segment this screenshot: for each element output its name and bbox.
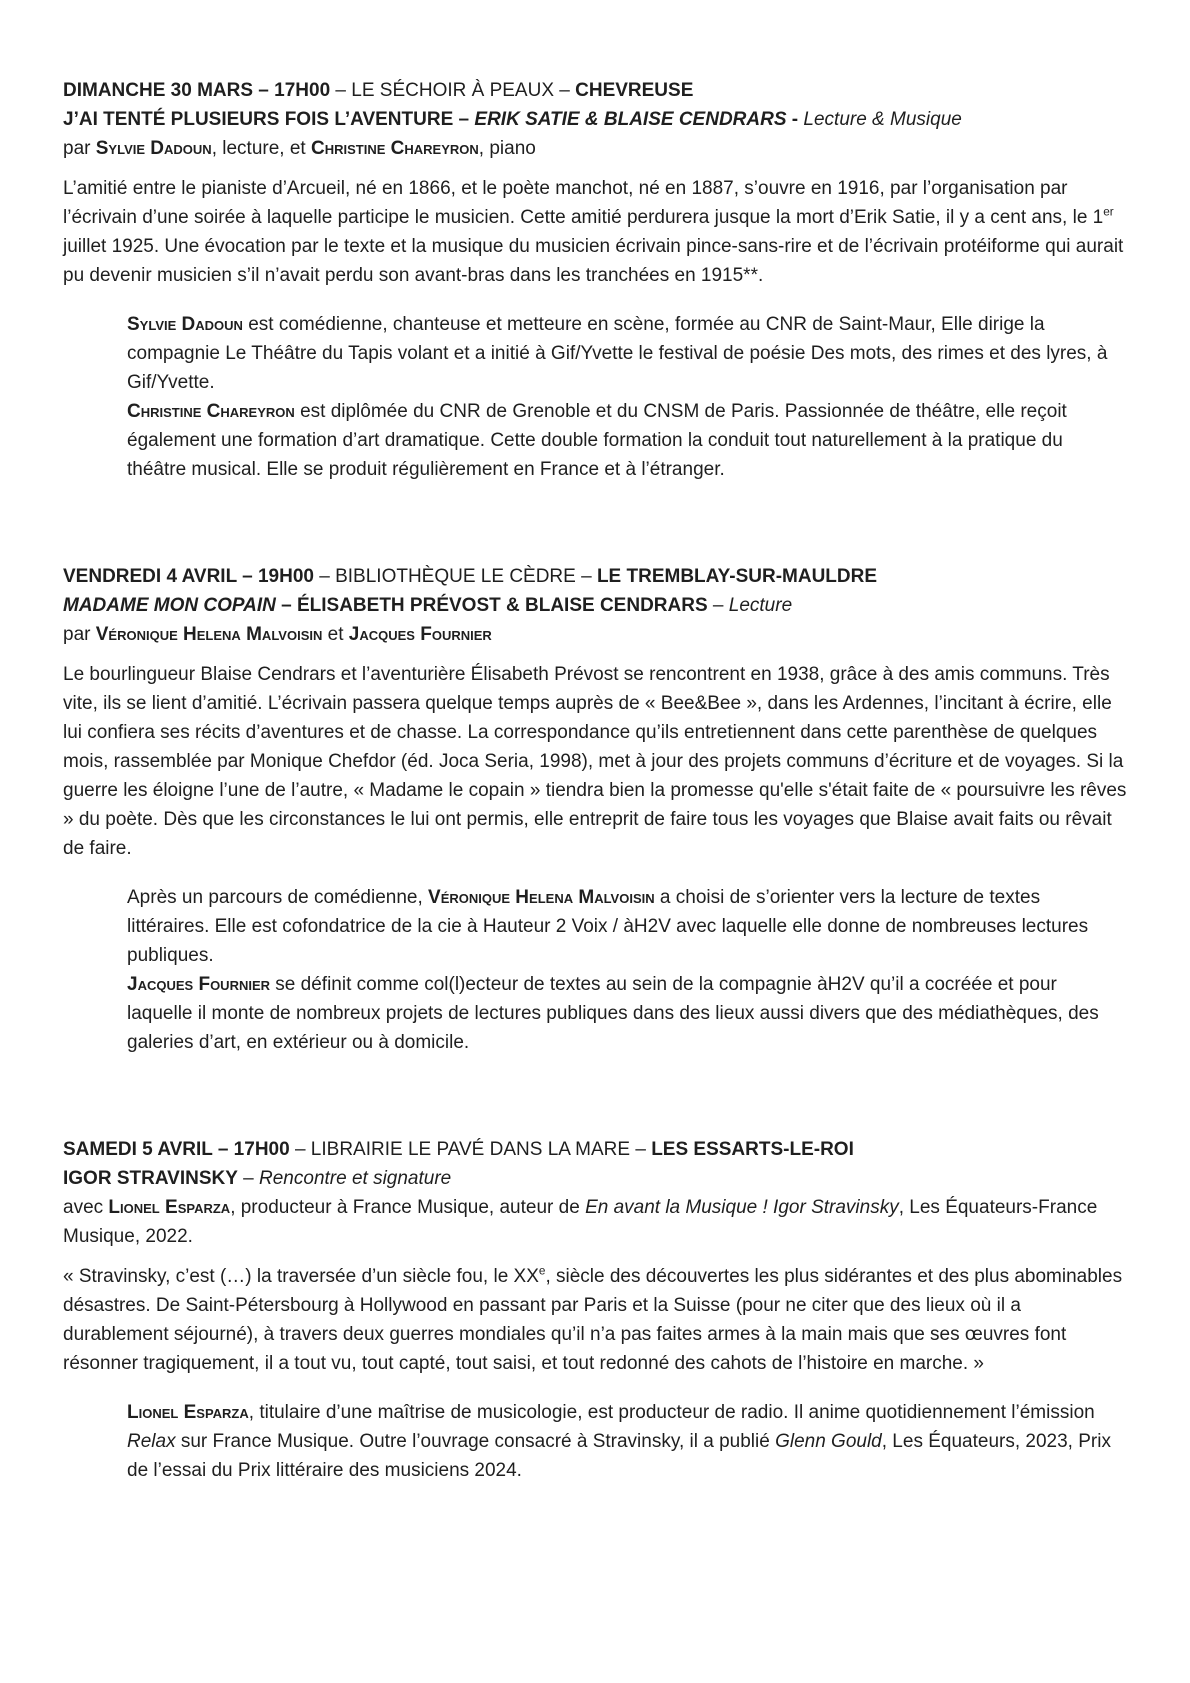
text-run: « Stravinsky, c’est (…) la traversée d’un siècle fou, le XX	[63, 1266, 539, 1287]
bio-paragraph	[127, 970, 1127, 1057]
event-header-line	[63, 1135, 1127, 1164]
description-paragraph	[63, 660, 1127, 863]
event-section	[63, 562, 1127, 1057]
text-run: Jacques Fournier	[127, 974, 271, 995]
event-header	[63, 76, 1127, 163]
event-header-line	[63, 591, 1127, 620]
event-header	[63, 1135, 1127, 1251]
text-run: – LIBRAIRIE LE PAVÉ DANS LA MARE –	[289, 1139, 652, 1160]
bio-paragraph	[127, 397, 1127, 484]
text-run: , producteur à France Musique, auteur de	[230, 1197, 586, 1218]
event-description	[63, 174, 1127, 290]
text-run: , siècle des découvertes les plus sidérantes et des plus abominables désastres. De Saint-Pétersbourg à Hollywood en passant par Paris et la Suisse (pour ne citer que des lieux où il a durablement séjourné), à travers deux guerres mondiales qu’il n’a pas faites armes à la main mais que ses œuvres font résonner tragiquement, il a tout vu, tout capté, tout saisi, et tout redonné des cahots de l’histoire en marche. »	[63, 1266, 1123, 1374]
text-run: et	[322, 624, 349, 645]
text-run: IGOR STRAVINSKY	[63, 1168, 238, 1189]
text-run: , piano	[478, 138, 536, 159]
text-run: , lecture, et	[211, 138, 311, 159]
text-run: Lecture & Musique	[803, 109, 962, 130]
text-run: CHEVREUSE	[575, 80, 694, 101]
text-run: –	[707, 595, 729, 616]
text-run: , Les Équateurs, 2023, Prix de l’essai du Prix littéraire des musiciens 2024.	[127, 1431, 1111, 1481]
text-run: Véronique Helena Malvoisin	[428, 887, 655, 908]
text-run: se définit comme col(l)ecteur de textes au sein de la compagnie àH2V qu’il a cocréée et pour laquelle il monte de nombreux projets de lectures publiques dans des lieux aussi divers que des médiathèques, des galeries d’art, en extérieur ou à domicile.	[127, 974, 1099, 1053]
text-run: –	[237, 1168, 260, 1189]
bio-paragraph	[127, 310, 1127, 397]
bio-paragraph	[127, 1398, 1127, 1485]
text-run: sur France Musique. Outre l’ouvrage consacré à Stravinsky, il a publié	[175, 1431, 776, 1452]
event-header	[63, 562, 1127, 649]
text-run: En avant la Musique ! Igor Stravinsky	[585, 1197, 899, 1218]
text-run: par	[63, 138, 96, 159]
event-description	[63, 1262, 1127, 1378]
text-run: Glenn Gould	[775, 1431, 882, 1452]
events-list	[63, 76, 1127, 1485]
text-run: Après un parcours de comédienne,	[127, 887, 429, 908]
event-header-line	[63, 1193, 1127, 1251]
event-section	[63, 1135, 1127, 1485]
text-run: -	[786, 109, 804, 130]
text-run: avec	[63, 1197, 109, 1218]
text-run: Sylvie Dadoun	[127, 314, 243, 335]
text-run: J’AI TENTÉ PLUSIEURS FOIS L’AVENTURE –	[63, 109, 475, 130]
text-run: L’amitié entre le pianiste d’Arcueil, né en 1866, et le poète manchot, né en 1887, s’ouvre en 1916, par l’organisation par l’écrivain d’une soirée à laquelle participe le musicien. Cette amitié perdurera jusque la mort d’Erik Satie, il y a cent ans, le 1	[63, 178, 1104, 228]
text-run: SAMEDI 5 AVRIL – 17H00	[63, 1139, 290, 1160]
description-paragraph	[63, 1262, 1127, 1378]
text-run: LES ESSARTS-LE-ROI	[651, 1139, 854, 1160]
text-run: Véronique Helena Malvoisin	[95, 624, 323, 645]
text-run: juillet 1925. Une évocation par le texte et la musique du musicien écrivain pince-sans-rire et de l’écrivain protéiforme qui aurait pu devenir musicien s’il n’avait perdu son avant-bras dans les tranchées en 1915**.	[63, 236, 1124, 286]
text-run: a choisi de s’orienter vers la lecture de textes littéraires. Elle est cofondatrice de la cie à Hauteur 2 Voix / àH2V avec laquelle elle donne de nombreuses lectures publiques.	[127, 887, 1089, 966]
event-header-line	[63, 134, 1127, 163]
text-run: Jacques Fournier	[348, 624, 492, 645]
description-paragraph	[63, 174, 1127, 290]
text-run: Lionel Esparza	[127, 1402, 249, 1423]
event-description	[63, 660, 1127, 863]
text-run: ERIK SATIE & BLAISE CENDRARS	[474, 109, 787, 130]
text-run: Rencontre et signature	[259, 1168, 452, 1189]
text-run: Le bourlingueur Blaise Cendrars et l’aventurière Élisabeth Prévost se rencontrent en 1938, grâce à des amis communs. Très vite, ils se lient d’amitié. L’écrivain passera quelque temps auprès de « Bee&Bee », dans les Ardennes, l’incitant à écrire, elle lui confiera ses récits d’aventures et de chasse. La correspondance qu’ils entretiennent dans cette parenthèse de quelques mois, rassemblée par Monique Chefdor (éd. Joca Seria, 1998), met à jour des projets communs d’écriture et de voyages. Si la guerre les éloigne l’une de l’autre, « Madame le copain » tiendra bien la promesse qu'elle s'était faite de « poursuivre les rêves » du poète. Dès que les circonstances le lui ont permis, elle entreprit de faire tous les voyages que Blaise avait faits ou rêvait de faire.	[63, 664, 1127, 859]
bio-block	[63, 310, 1127, 484]
text-run: Lecture	[728, 595, 793, 616]
text-run: LE TREMBLAY-SUR-MAULDRE	[596, 566, 878, 587]
text-run: Sylvie Dadoun	[95, 138, 212, 159]
event-header-line	[63, 620, 1127, 649]
text-run: Relax	[127, 1431, 176, 1452]
text-run: – BIBLIOTHÈQUE LE CÈDRE –	[313, 566, 597, 587]
text-run: par	[63, 624, 96, 645]
text-run: est diplômée du CNR de Grenoble et du CNSM de Paris. Passionnée de théâtre, elle reçoit également une formation d’art dramatique. Cette double formation la conduit tout naturellement à la pratique du théâtre musical. Elle se produit régulièrement en France et à l’étranger.	[127, 401, 1067, 480]
text-run: MADAME MON COPAIN	[63, 595, 276, 616]
text-run: – LE SÉCHOIR À PEAUX –	[330, 80, 576, 101]
event-header-line	[63, 76, 1127, 105]
event-header-line	[63, 105, 1127, 134]
text-run: Christine Chareyron	[127, 401, 295, 422]
text-run: VENDREDI 4 AVRIL – 19H00	[63, 566, 314, 587]
text-run: Christine Chareyron	[310, 138, 479, 159]
text-run: Lionel Esparza	[108, 1197, 231, 1218]
event-section	[63, 76, 1127, 484]
text-run: , Les Équateurs-France Musique, 2022.	[63, 1197, 1098, 1247]
text-run: , titulaire d’une maîtrise de musicologie, est producteur de radio. Il anime quotidiennement l’émission	[248, 1402, 1095, 1423]
bio-block	[63, 883, 1127, 1057]
event-header-line	[63, 1164, 1127, 1193]
bio-paragraph	[127, 883, 1127, 970]
text-run: est comédienne, chanteuse et metteure en scène, formée au CNR de Saint-Maur, Elle dirige la compagnie Le Théâtre du Tapis volant et a initié à Gif/Yvette le festival de poésie Des mots, des rimes et des lyres, à Gif/Yvette.	[127, 314, 1108, 393]
text-run: DIMANCHE 30 MARS – 17H00	[63, 80, 331, 101]
text-run: er	[1103, 205, 1114, 219]
bio-block	[63, 1398, 1127, 1485]
text-run: – ÉLISABETH PRÉVOST & BLAISE CENDRARS	[275, 595, 708, 616]
text-run: e	[538, 1264, 546, 1278]
event-header-line	[63, 562, 1127, 591]
